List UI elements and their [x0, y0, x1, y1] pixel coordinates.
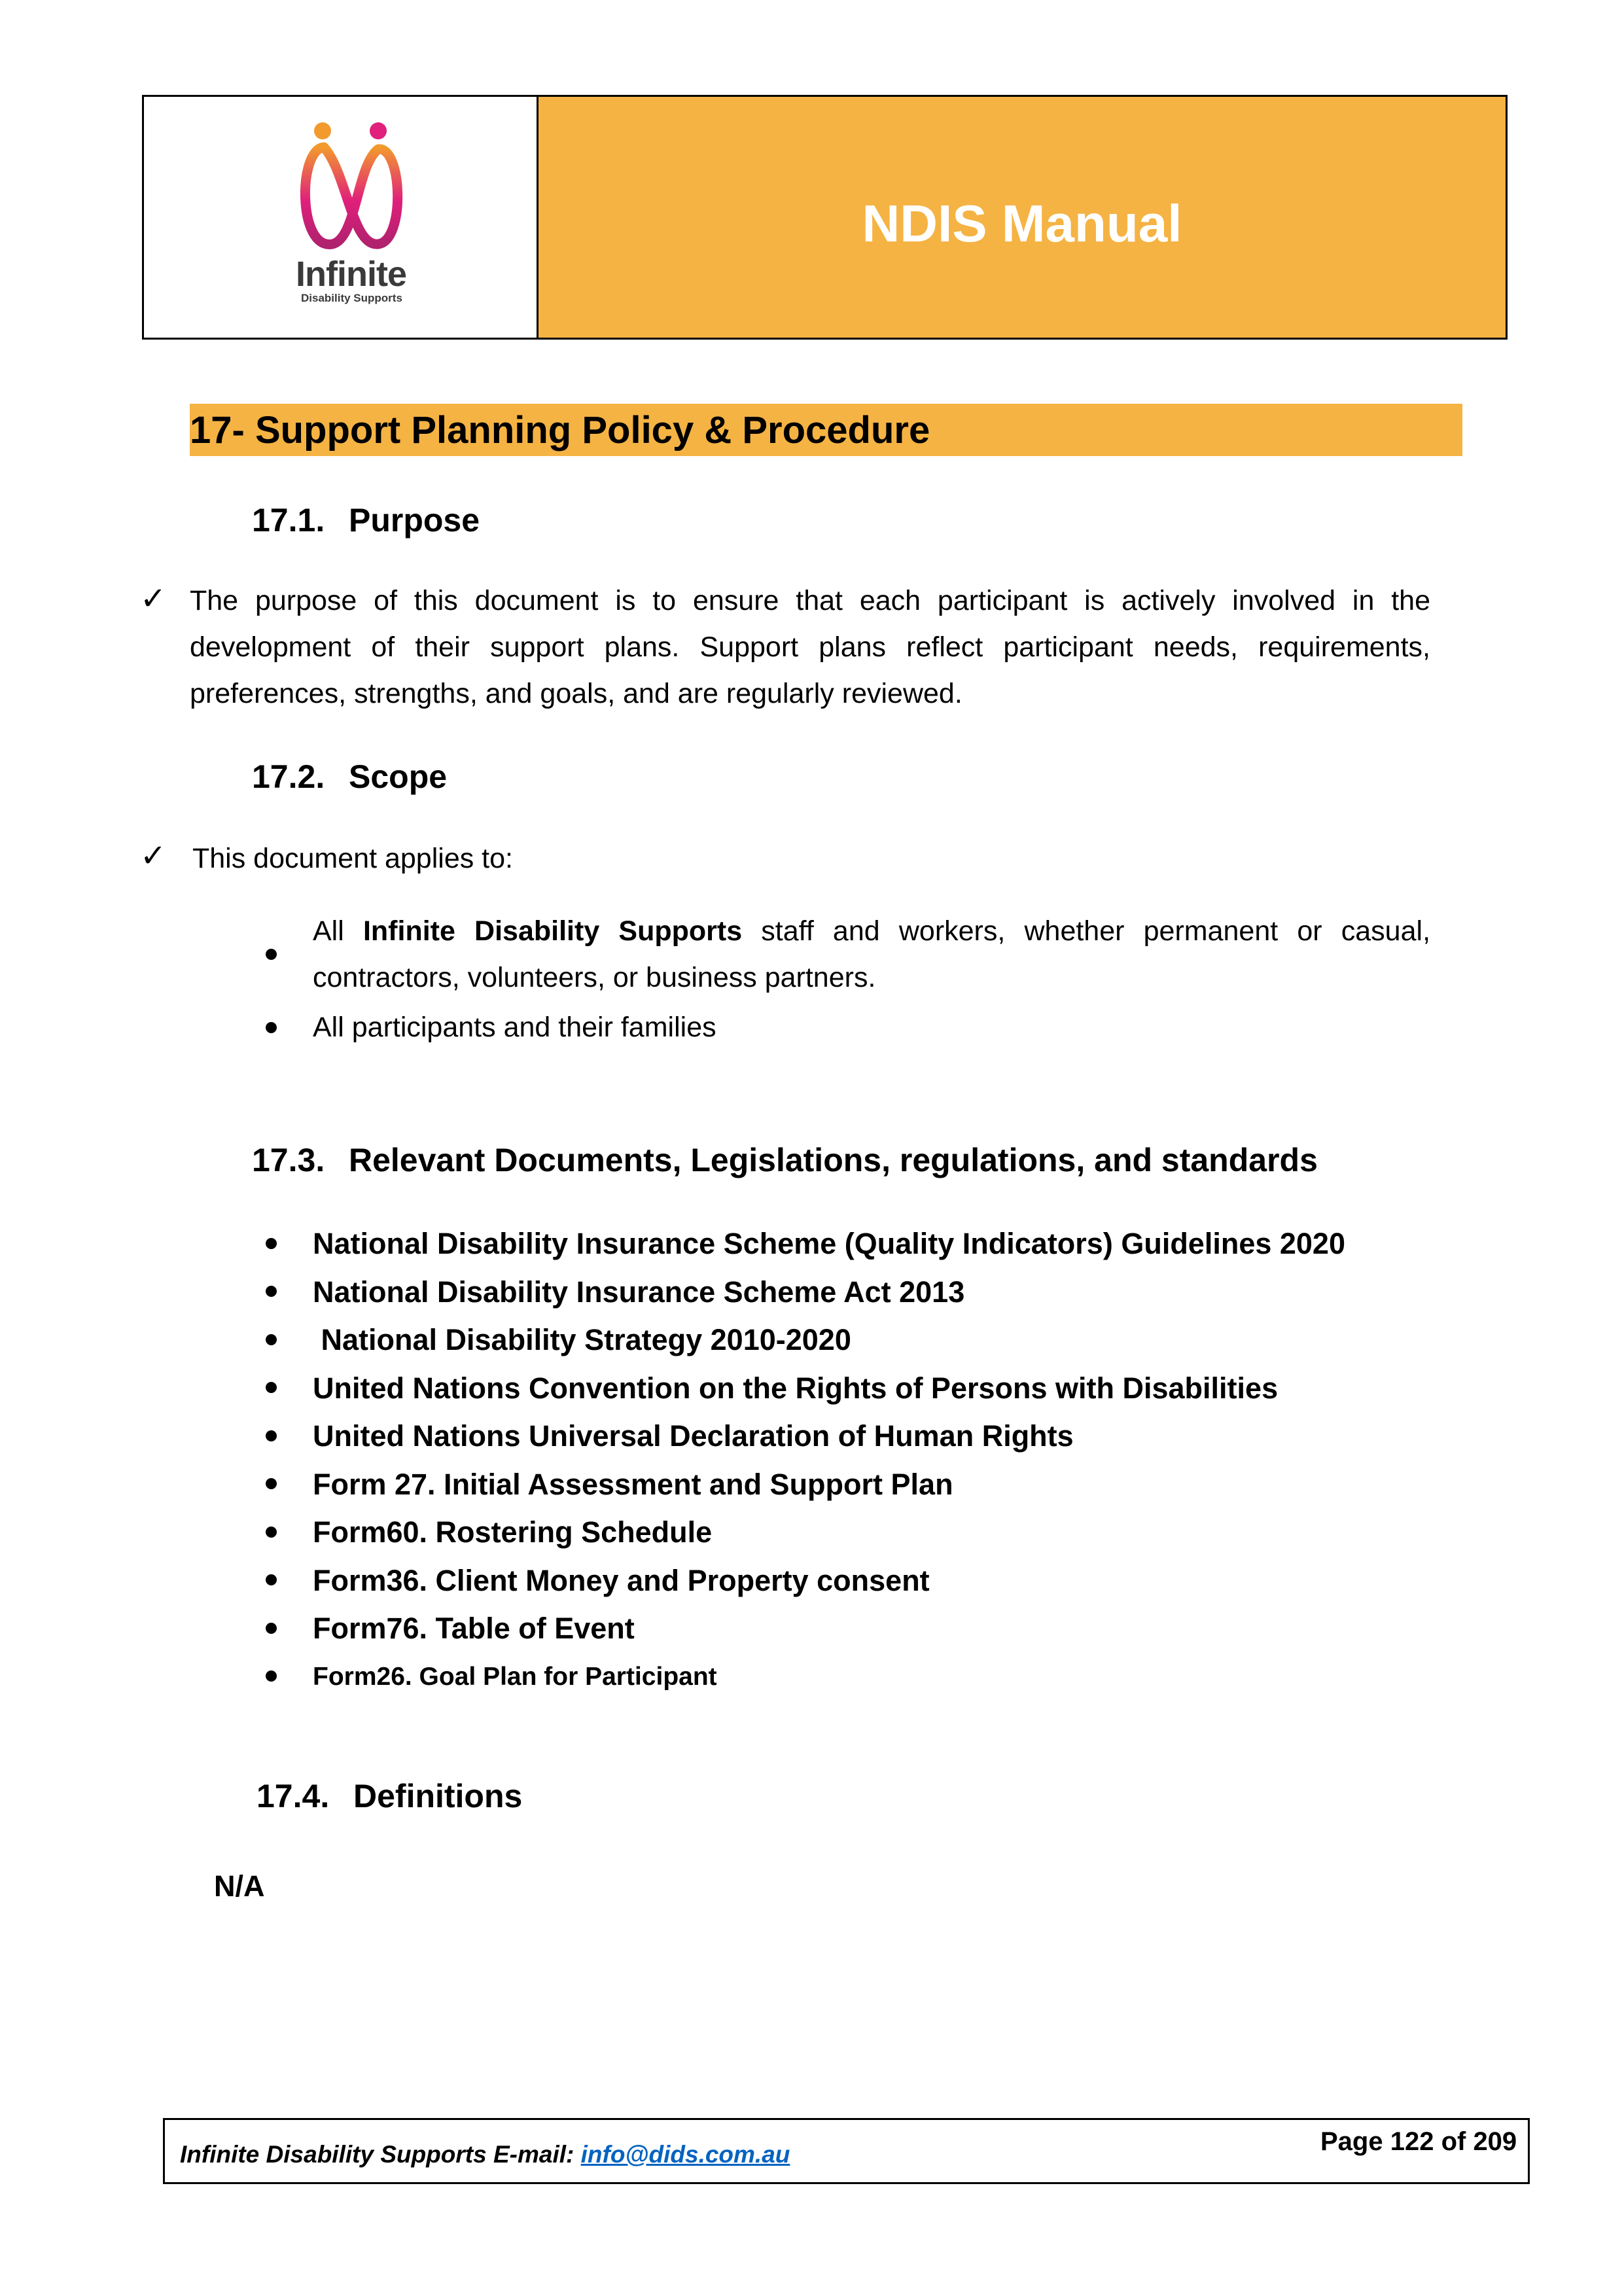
infinity-people-logo-icon	[294, 120, 419, 257]
list-item: Form 27. Initial Assessment and Support Plan	[313, 1460, 1464, 1509]
list-item: United Nations Convention on the Rights of Persons with Disabilities	[313, 1364, 1464, 1413]
manual-title: NDIS Manual	[862, 194, 1182, 253]
bullet-icon	[266, 1527, 277, 1538]
bullet-icon	[266, 1334, 277, 1345]
bullet-icon	[266, 1670, 277, 1682]
definitions-heading-text: Definitions	[353, 1778, 523, 1814]
purpose-heading	[252, 501, 480, 540]
scope-list	[313, 908, 1430, 1051]
logo	[144, 97, 538, 338]
footer-label: Infinite Disability Supports E-mail:	[180, 2141, 581, 2168]
bullet-icon	[266, 1478, 277, 1489]
scope-number: 17.2.	[252, 758, 325, 795]
list-item: Form60. Rostering Schedule	[313, 1508, 1464, 1557]
bullet-icon	[266, 1574, 277, 1585]
page-number: Page 122 of 209	[1320, 2127, 1517, 2156]
list-item: National Disability Insurance Scheme (Quality Indicators) Guidelines 2020	[313, 1220, 1464, 1268]
organization-name: Infinite Disability Supports	[362, 915, 743, 947]
logo-subtitle: Disability Supports	[301, 292, 402, 304]
bullet-icon	[266, 1022, 277, 1033]
list-item: Form76. Table of Event	[313, 1604, 1464, 1653]
logo-word: Infinite	[296, 255, 406, 294]
purpose-number: 17.1.	[252, 502, 325, 539]
relevant-heading	[252, 1140, 1318, 1180]
checkmark-icon: ✓	[140, 839, 167, 874]
definitions-text: N/A	[214, 1869, 265, 1903]
bullet-icon	[266, 1623, 277, 1634]
footer-contact	[180, 2138, 790, 2171]
list-item: All participants and their families	[313, 1004, 1430, 1051]
relevant-heading-text: Relevant Documents, Legislations, regulations, and standards	[349, 1142, 1318, 1178]
definitions-heading	[256, 1776, 522, 1816]
bullet-icon	[266, 1286, 277, 1297]
bullet-icon	[266, 1382, 277, 1393]
scope-heading	[252, 757, 447, 796]
scope-intro: This document applies to:	[192, 843, 513, 874]
list-item: All Infinite Disability Supports staff and workers, whether permanent or casual, contractors, volunteers, or business partners.	[313, 908, 1430, 1001]
page-header	[142, 95, 1508, 340]
list-item: Form36. Client Money and Property consent	[313, 1557, 1464, 1605]
scope-heading-text: Scope	[349, 758, 448, 795]
purpose-heading-text: Purpose	[349, 502, 480, 539]
relevant-number: 17.3.	[252, 1142, 325, 1178]
bullet-icon	[266, 1238, 277, 1249]
section-title: 17- Support Planning Policy & Procedure	[190, 409, 930, 451]
list-item: Form26. Goal Plan for Participant	[313, 1653, 1464, 1701]
list-item: United Nations Universal Declaration of Human Rights	[313, 1412, 1464, 1460]
list-item: National Disability Strategy 2010-2020	[313, 1316, 1464, 1364]
checkmark-icon: ✓	[140, 582, 167, 616]
relevant-documents-list	[313, 1220, 1464, 1701]
definitions-number: 17.4.	[256, 1778, 330, 1814]
list-item: National Disability Insurance Scheme Act 2013	[313, 1268, 1464, 1316]
purpose-text: The purpose of this document is to ensure that each participant is actively involved in the development of their support plans. Support plans reflect participant needs, requirements, preferences, strengths, and goals, and are regularly reviewed.	[190, 585, 1430, 709]
bullet-icon	[266, 949, 277, 960]
title-cell	[538, 97, 1506, 338]
email-link[interactable]: info@dids.com.au	[580, 2141, 790, 2168]
bullet-icon	[266, 1430, 277, 1441]
